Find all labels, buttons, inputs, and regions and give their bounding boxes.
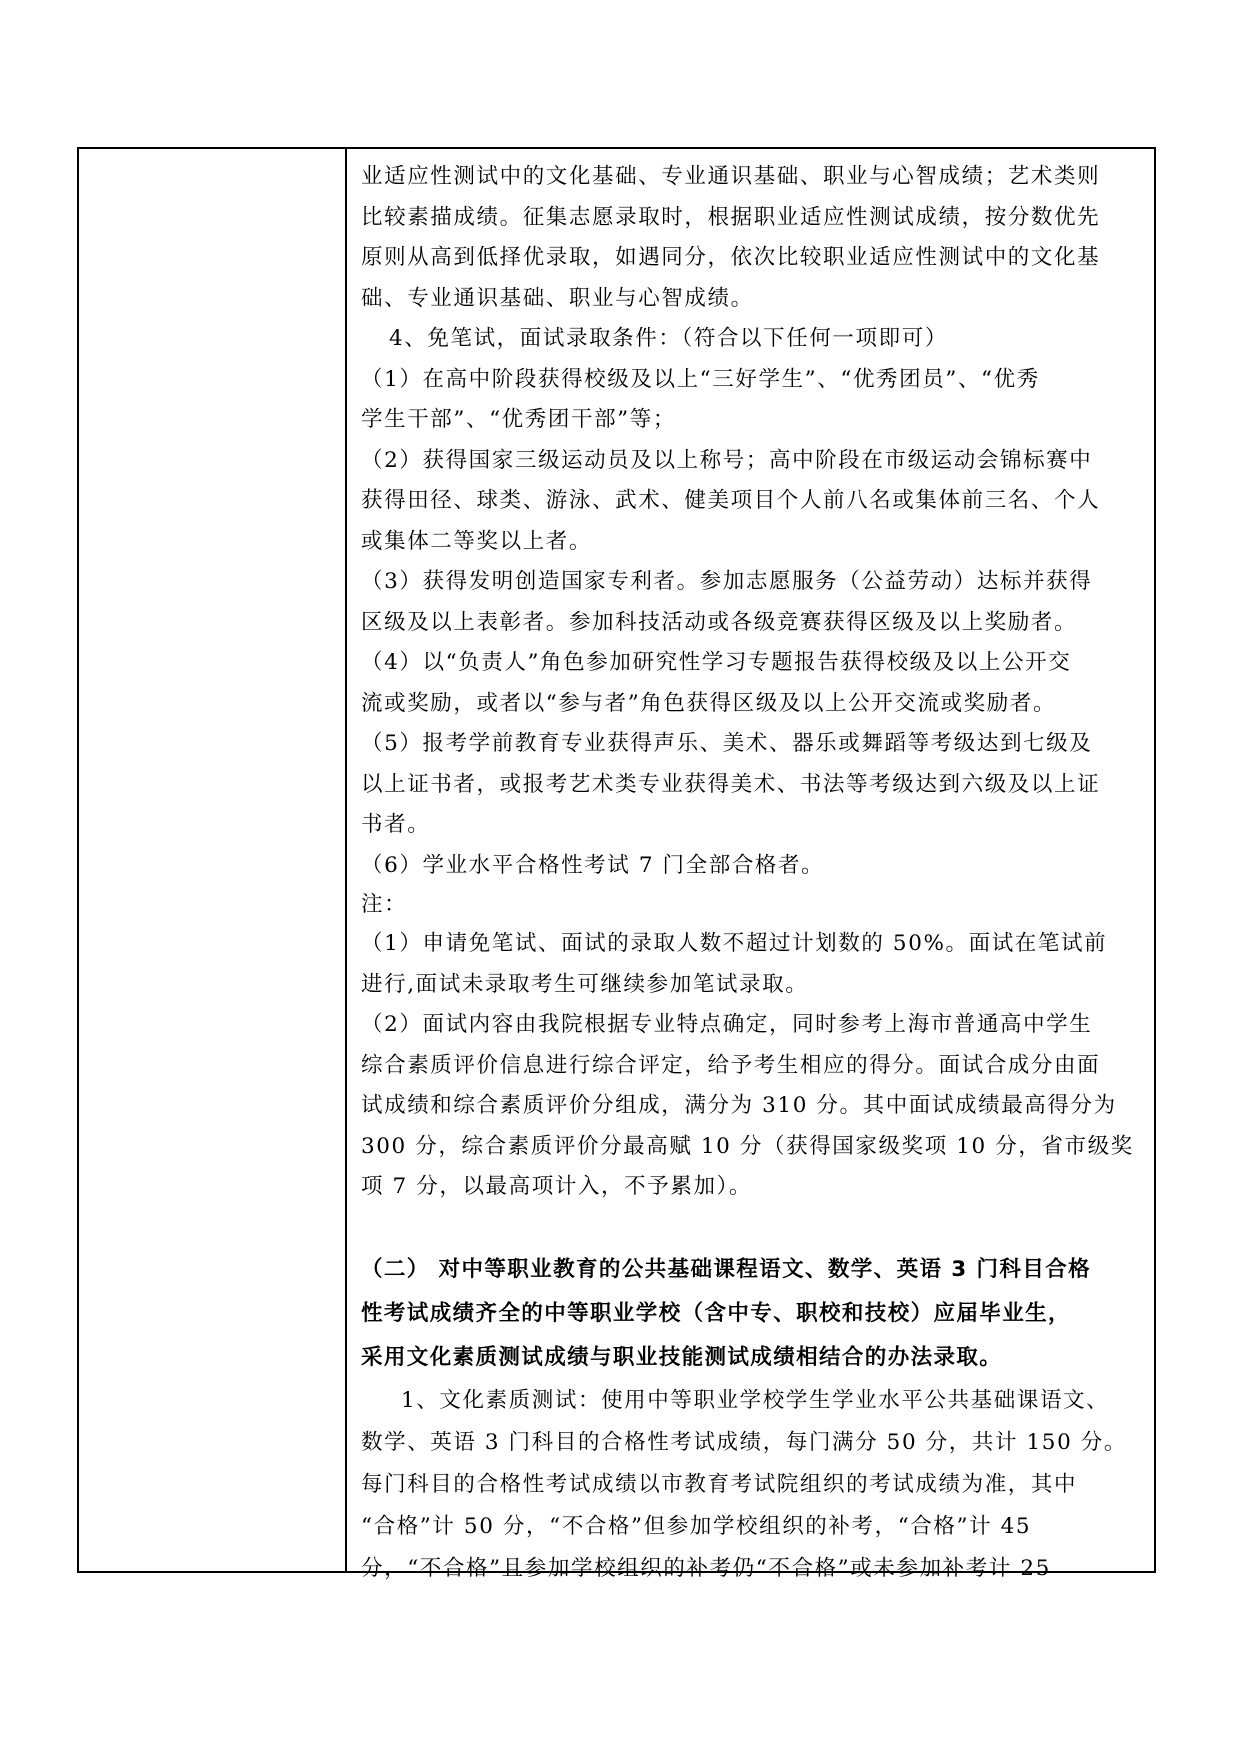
condition-line: 流或奖励，或者以“参与者”角色获得区级及以上公开交流或奖励者。 — [361, 690, 1057, 716]
paragraph-line: 原则从高到低择优录取，如遇同分，依次比较职业适应性测试中的文化基 — [361, 245, 1101, 270]
paragraph-line: 业适应性测试中的文化基础、专业通识基础、职业与心智成绩；艺术类则 — [361, 164, 1101, 189]
table-right-cell — [349, 149, 1154, 1581]
section2-body-line: 1、文化素质测试：使用中等职业学校学生学业水平公共基础课语文、 — [401, 1387, 1110, 1413]
section-gap — [361, 1208, 1146, 1248]
condition-line: 书者。 — [361, 812, 431, 837]
section2-body-line: 分，“不合格”且参加学校组织的补考仍“不合格”或未参加补考计 25 — [361, 1555, 1051, 1581]
note-line: （1）申请免笔试、面试的录取人数不超过计划数的 50%。面试在笔试前 — [361, 931, 1108, 956]
paragraph-line: 比较素描成绩。征集志愿录取时，根据职业适应性测试成绩，按分数优先 — [361, 204, 1101, 230]
table-left-cell — [79, 149, 347, 1571]
section2-body-line: 数学、英语 3 门科目的合格性考试成绩，每门满分 50 分，共计 150 分。 — [361, 1429, 1127, 1455]
note-line: 试成绩和综合素质评价分组成，满分为 310 分。其中面试成绩最高得分为 — [361, 1093, 1117, 1118]
item4-title: 4、免笔试，面试录取条件：（符合以下任何一项即可） — [389, 326, 948, 351]
note-line: 项 7 分，以最高项计入，不予累加）。 — [361, 1174, 752, 1199]
condition-line: （5）报考学前教育专业获得声乐、美术、器乐或舞蹈等考级达到七级及 — [361, 731, 1093, 756]
condition-line: （4）以“负责人”角色参加研究性学习专题报告获得校级及以上公开交 — [361, 650, 1072, 675]
condition-line: （6）学业水平合格性考试 7 门全部合格者。 — [361, 852, 825, 878]
condition-line: 或集体二等奖以上者。 — [361, 528, 593, 554]
paragraph-line: 础、专业通识基础、职业与心智成绩。 — [361, 285, 754, 311]
note-line: 综合素质评价信息进行综合评定，给予考生相应的得分。面试合成分由面 — [361, 1052, 1101, 1078]
note-label: 注： — [361, 892, 408, 917]
condition-line: 以上证书者，或报考艺术类专业获得美术、书法等考级达到六级及以上证 — [361, 771, 1101, 797]
condition-line: （2）获得国家三级运动员及以上称号；高中阶段在市级运动会锦标赛中 — [361, 447, 1093, 473]
note-line: （2）面试内容由我院根据专业特点确定，同时参考上海市普通高中学生 — [361, 1012, 1093, 1037]
section2-heading-line: 性考试成绩齐全的中等职业学校（含中专、职校和技校）应届毕业生， — [361, 1300, 1071, 1326]
condition-line: （1）在高中阶段获得校级及以上“三好学生”、“优秀团员”、“优秀 — [361, 366, 1040, 392]
note-line: 进行,面试未录取考生可继续参加笔试录取。 — [361, 971, 809, 997]
condition-line: （3）获得发明创造国家专利者。参加志愿服务（公益劳动）达标并获得 — [361, 569, 1093, 594]
section2-body-line: 每门科目的合格性考试成绩以市教育考试院组织的考试成绩为准，其中 — [361, 1471, 1078, 1497]
note-line: 300 分，综合素质评价分最高赋 10 分（获得国家级奖项 10 分，省市级奖 — [361, 1133, 1134, 1159]
condition-line: 获得田径、球类、游泳、武术、健美项目个人前八名或集体前三名、个人 — [361, 488, 1101, 513]
document-table — [77, 147, 1156, 1581]
condition-line: 区级及以上表彰者。参加科技活动或各级竞赛获得区级及以上奖励者。 — [361, 609, 1078, 635]
section2-heading-line: （二） 对中等职业教育的公共基础课程语文、数学、英语 3 门科目合格 — [361, 1256, 1092, 1282]
condition-line: 学生干部”、“优秀团干部”等； — [361, 407, 676, 432]
section2-body-line: “合格”计 50 分，“不合格”但参加学校组织的补考，“合格”计 45 — [361, 1513, 1032, 1539]
section2-heading-line: 采用文化素质测试成绩与职业技能测试成绩相结合的办法录取。 — [361, 1344, 1003, 1370]
